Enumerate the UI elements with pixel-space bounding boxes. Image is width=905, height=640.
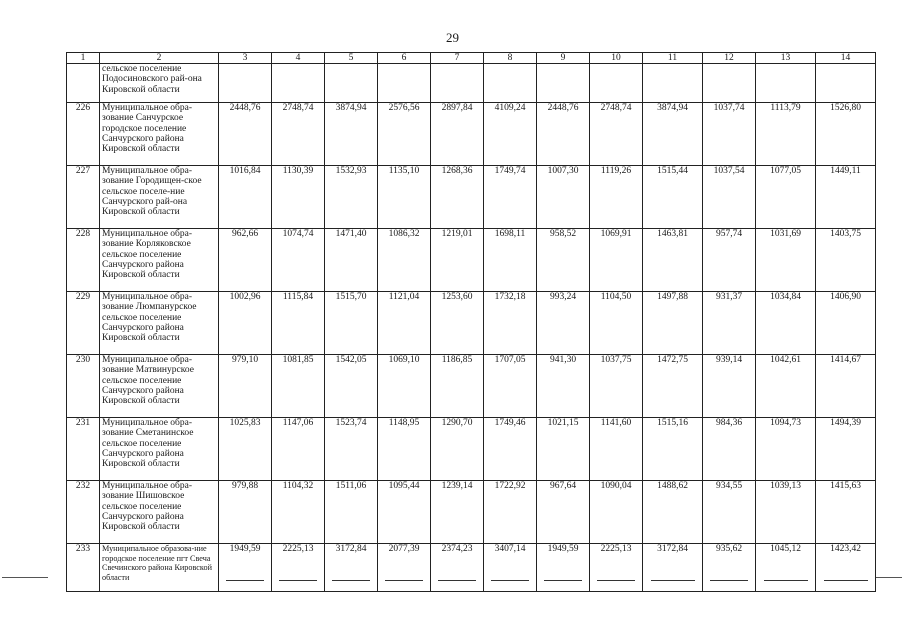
value-text: 984,36 (715, 418, 743, 429)
table-row (67, 355, 876, 418)
value-cell (590, 355, 643, 418)
value-cell (590, 418, 643, 481)
value-cell (431, 103, 484, 166)
value-text: 1021,15 (547, 418, 579, 429)
value-cell (537, 166, 590, 229)
value-text: 1515,44 (657, 166, 688, 177)
value-cell (219, 292, 272, 355)
row-number-cell: 232 (67, 481, 100, 544)
value-cell (816, 103, 876, 166)
value-cell (537, 544, 590, 592)
municipality-name: Муниципальное обра-зование Корляковское сельское поселение Санчурского района Кировской области (100, 229, 219, 292)
municipality-name: Муниципальное обра-зование Матвинурское сельское поселение Санчурского района Кировской области (100, 355, 219, 418)
value-text: 1148,95 (388, 418, 420, 429)
value-cell (703, 544, 756, 592)
value-text: 993,24 (549, 292, 577, 303)
value-cell (431, 166, 484, 229)
municipality-name: Муниципальное обра-зование Городищен-ское сельское поселе-ние Санчурского рай-она Кировской области (100, 166, 219, 229)
column-header: 3 (219, 53, 272, 64)
value-text: 2897,84 (441, 103, 473, 114)
value-cell (643, 103, 703, 166)
value-text: 1081,85 (282, 355, 314, 366)
value-cell (756, 544, 816, 592)
value-text: 1077,05 (770, 166, 801, 177)
row-number-cell: 226 (67, 103, 100, 166)
row-number-cell (67, 64, 100, 103)
value-text: 1074,74 (282, 229, 314, 240)
value-cell (756, 292, 816, 355)
page-number: 29 (446, 30, 459, 45)
column-header: 5 (325, 53, 378, 64)
value-cell (756, 166, 816, 229)
value-text: 2225,13 (600, 544, 632, 555)
value-cell (756, 481, 816, 544)
value-text: 1037,75 (600, 355, 632, 366)
value-cell (484, 64, 537, 103)
table-row (67, 103, 876, 166)
value-text: 2748,74 (600, 103, 632, 114)
value-text: 1749,74 (494, 166, 526, 177)
value-cell (590, 64, 643, 103)
table-row (67, 229, 876, 292)
value-cell (643, 229, 703, 292)
value-cell (590, 481, 643, 544)
value-text: 1415,63 (830, 481, 861, 492)
value-text: 1039,13 (770, 481, 801, 492)
column-header: 7 (431, 53, 484, 64)
value-text: 3874,94 (335, 103, 367, 114)
value-text: 1414,67 (830, 355, 861, 366)
value-cell (219, 103, 272, 166)
value-text: 1497,88 (657, 292, 688, 303)
value-text: 4109,24 (494, 103, 526, 114)
value-cell (590, 166, 643, 229)
value-cell (703, 229, 756, 292)
value-text: 1239,14 (441, 481, 473, 492)
value-text: 1090,04 (600, 481, 632, 492)
value-cell (378, 64, 431, 103)
value-cell (219, 481, 272, 544)
value-text: 935,62 (715, 544, 743, 555)
value-cell (703, 418, 756, 481)
value-cell (219, 229, 272, 292)
value-cell (219, 544, 272, 592)
value-cell (816, 418, 876, 481)
row-number-cell: 231 (67, 418, 100, 481)
municipality-name: Муниципальное обра-зование Санчурское городское поселение Санчурского района Кировской области (100, 103, 219, 166)
value-text: 1113,79 (770, 103, 801, 114)
value-cell (325, 418, 378, 481)
value-cell (431, 544, 484, 592)
value-cell (378, 418, 431, 481)
column-header: 1 (67, 53, 100, 64)
value-cell (272, 292, 325, 355)
value-text: 1463,81 (657, 229, 688, 240)
value-text: 1104,32 (282, 481, 314, 492)
row-number-cell: 230 (67, 355, 100, 418)
tariff-table (66, 52, 876, 592)
value-text: 1542,05 (335, 355, 367, 366)
value-cell (756, 64, 816, 103)
table-row (67, 481, 876, 544)
header-row (67, 53, 876, 64)
value-text: 1949,59 (547, 544, 579, 555)
value-cell (590, 103, 643, 166)
value-text: 1471,40 (335, 229, 367, 240)
value-cell (378, 481, 431, 544)
value-text: 931,37 (715, 292, 743, 303)
value-cell (816, 64, 876, 103)
value-cell (816, 229, 876, 292)
row-number-cell: 227 (67, 166, 100, 229)
value-text: 1403,75 (830, 229, 861, 240)
municipality-name: Муниципальное обра-зование Сметанинское сельское поселение Санчурского района Кировской области (100, 418, 219, 481)
value-text: 1749,46 (494, 418, 526, 429)
value-cell (756, 103, 816, 166)
value-cell (643, 64, 703, 103)
value-text: 1488,62 (657, 481, 688, 492)
value-cell (537, 64, 590, 103)
value-text: 1494,39 (830, 418, 861, 429)
value-text: 1130,39 (282, 166, 314, 177)
value-cell (219, 418, 272, 481)
value-text: 1121,04 (388, 292, 420, 303)
value-text: 3172,84 (335, 544, 367, 555)
value-cell (816, 355, 876, 418)
value-text: 1115,84 (282, 292, 314, 303)
value-cell (378, 292, 431, 355)
value-cell (484, 229, 537, 292)
value-cell (272, 544, 325, 592)
value-cell (816, 292, 876, 355)
value-cell (272, 418, 325, 481)
municipality-name: Муниципальное обра-зование Шишовское сельское поселение Санчурского района Кировской области (100, 481, 219, 544)
municipality-name: Муниципальное образова-ние городское поселение пгт Свеча Свечинского района Кировской области (100, 544, 219, 592)
value-cell (325, 64, 378, 103)
value-cell (219, 166, 272, 229)
value-text: 1094,73 (770, 418, 801, 429)
value-text: 2748,74 (282, 103, 314, 114)
value-text: 1031,69 (770, 229, 801, 240)
value-text: 979,88 (231, 481, 259, 492)
value-cell (431, 481, 484, 544)
value-text: 1290,70 (441, 418, 473, 429)
column-header: 6 (378, 53, 431, 64)
value-text: 967,64 (549, 481, 577, 492)
value-cell (325, 166, 378, 229)
value-cell (590, 292, 643, 355)
value-text: 1949,59 (229, 544, 261, 555)
value-cell (484, 103, 537, 166)
underline-mark (597, 580, 635, 581)
value-text: 1037,74 (713, 103, 745, 114)
value-text: 2077,39 (388, 544, 420, 555)
value-cell (537, 229, 590, 292)
value-cell (272, 103, 325, 166)
value-text: 1025,83 (229, 418, 261, 429)
value-cell (643, 481, 703, 544)
value-cell (756, 418, 816, 481)
continuation-row (67, 64, 876, 103)
municipality-name: сельское поселение Подосиновского рай-она Кировской области (100, 64, 219, 103)
value-text: 2448,76 (229, 103, 261, 114)
underline-mark (226, 580, 264, 581)
value-cell (537, 355, 590, 418)
value-cell (272, 166, 325, 229)
value-cell (325, 355, 378, 418)
value-cell (590, 229, 643, 292)
value-cell (378, 544, 431, 592)
table-body (67, 103, 876, 592)
value-cell (816, 166, 876, 229)
value-cell (484, 481, 537, 544)
value-text: 1406,90 (830, 292, 861, 303)
table-row (67, 418, 876, 481)
underline-mark (438, 580, 476, 581)
value-cell (272, 355, 325, 418)
value-cell (484, 355, 537, 418)
value-cell (484, 166, 537, 229)
value-cell (590, 544, 643, 592)
row-number-cell: 233 (67, 544, 100, 592)
value-text: 1698,11 (494, 229, 526, 240)
value-text: 1034,84 (770, 292, 801, 303)
value-cell (431, 64, 484, 103)
underline-mark (651, 580, 695, 581)
value-cell (537, 481, 590, 544)
value-cell (643, 355, 703, 418)
value-cell (703, 355, 756, 418)
value-cell (325, 292, 378, 355)
value-cell (219, 355, 272, 418)
value-text: 1147,06 (282, 418, 314, 429)
value-cell (484, 292, 537, 355)
row-number-cell: 228 (67, 229, 100, 292)
value-cell (703, 166, 756, 229)
value-text: 1045,12 (770, 544, 801, 555)
value-text: 1002,96 (229, 292, 261, 303)
column-header: 2 (100, 53, 219, 64)
value-cell (703, 292, 756, 355)
table-row (67, 292, 876, 355)
table-row (67, 166, 876, 229)
value-text: 1268,36 (441, 166, 473, 177)
right-margin-line (876, 577, 902, 578)
value-text: 2225,13 (282, 544, 314, 555)
value-text: 1186,85 (441, 355, 473, 366)
value-cell (272, 64, 325, 103)
value-text: 1515,16 (657, 418, 688, 429)
column-header: 10 (590, 53, 643, 64)
value-text: 1449,11 (830, 166, 861, 177)
value-cell (816, 481, 876, 544)
value-text: 3407,14 (494, 544, 526, 555)
value-text: 962,66 (231, 229, 259, 240)
value-cell (816, 544, 876, 592)
value-text: 2576,56 (388, 103, 420, 114)
table-row (67, 544, 876, 592)
value-cell (431, 292, 484, 355)
value-text: 958,52 (549, 229, 577, 240)
municipality-name: Муниципальное обра-зование Люмпанурское сельское поселение Санчурского района Кировской области (100, 292, 219, 355)
value-text: 979,10 (231, 355, 259, 366)
value-text: 1135,10 (388, 166, 420, 177)
value-cell (325, 229, 378, 292)
value-cell (643, 418, 703, 481)
value-cell (643, 166, 703, 229)
value-text: 1016,84 (229, 166, 261, 177)
value-cell (537, 418, 590, 481)
value-text: 1253,60 (441, 292, 473, 303)
underline-mark (544, 580, 582, 581)
value-cell (325, 544, 378, 592)
value-text: 939,14 (715, 355, 743, 366)
value-cell (219, 64, 272, 103)
value-text: 1472,75 (657, 355, 688, 366)
left-margin-line (2, 577, 48, 578)
value-text: 3874,94 (657, 103, 688, 114)
value-cell (431, 355, 484, 418)
value-text: 1219,01 (441, 229, 473, 240)
value-text: 1523,74 (335, 418, 367, 429)
value-cell (378, 103, 431, 166)
value-text: 1423,42 (830, 544, 861, 555)
value-text: 934,55 (715, 481, 743, 492)
column-header: 9 (537, 53, 590, 64)
column-header: 13 (756, 53, 816, 64)
underline-mark (332, 580, 370, 581)
underline-mark (710, 580, 748, 581)
value-text: 1095,44 (388, 481, 420, 492)
value-cell (703, 481, 756, 544)
value-text: 2448,76 (547, 103, 579, 114)
value-cell (703, 64, 756, 103)
value-text: 957,74 (715, 229, 743, 240)
underline-mark (279, 580, 317, 581)
value-cell (756, 355, 816, 418)
value-text: 1119,26 (600, 166, 632, 177)
value-cell (756, 229, 816, 292)
value-cell (703, 103, 756, 166)
value-cell (378, 355, 431, 418)
value-cell (378, 166, 431, 229)
value-cell (484, 544, 537, 592)
value-text: 941,30 (549, 355, 577, 366)
value-cell (378, 229, 431, 292)
value-cell (431, 418, 484, 481)
value-cell (272, 481, 325, 544)
value-cell (643, 544, 703, 592)
underline-mark (385, 580, 423, 581)
value-text: 1037,54 (713, 166, 745, 177)
value-text: 1532,93 (335, 166, 367, 177)
value-text: 1141,60 (600, 418, 632, 429)
value-text: 3172,84 (657, 544, 688, 555)
value-text: 1104,50 (600, 292, 632, 303)
value-text: 1086,32 (388, 229, 420, 240)
value-text: 1515,70 (335, 292, 367, 303)
column-header: 8 (484, 53, 537, 64)
value-cell (537, 103, 590, 166)
value-text: 2374,23 (441, 544, 473, 555)
value-cell (325, 481, 378, 544)
value-text: 1526,80 (830, 103, 861, 114)
value-cell (272, 229, 325, 292)
value-cell (484, 418, 537, 481)
column-header: 14 (816, 53, 876, 64)
column-header: 12 (703, 53, 756, 64)
value-text: 1069,10 (388, 355, 420, 366)
row-number-cell: 229 (67, 292, 100, 355)
value-text: 1707,05 (494, 355, 526, 366)
underline-mark (824, 580, 868, 581)
value-cell (431, 229, 484, 292)
value-text: 1511,06 (335, 481, 367, 492)
underline-mark (764, 580, 808, 581)
value-cell (643, 292, 703, 355)
value-text: 1042,61 (770, 355, 801, 366)
value-text: 1007,30 (547, 166, 579, 177)
column-header: 11 (643, 53, 703, 64)
value-text: 1732,18 (494, 292, 526, 303)
value-cell (537, 292, 590, 355)
column-header: 4 (272, 53, 325, 64)
underline-mark (491, 580, 529, 581)
value-text: 1069,91 (600, 229, 632, 240)
value-text: 1722,92 (494, 481, 526, 492)
value-cell (325, 103, 378, 166)
